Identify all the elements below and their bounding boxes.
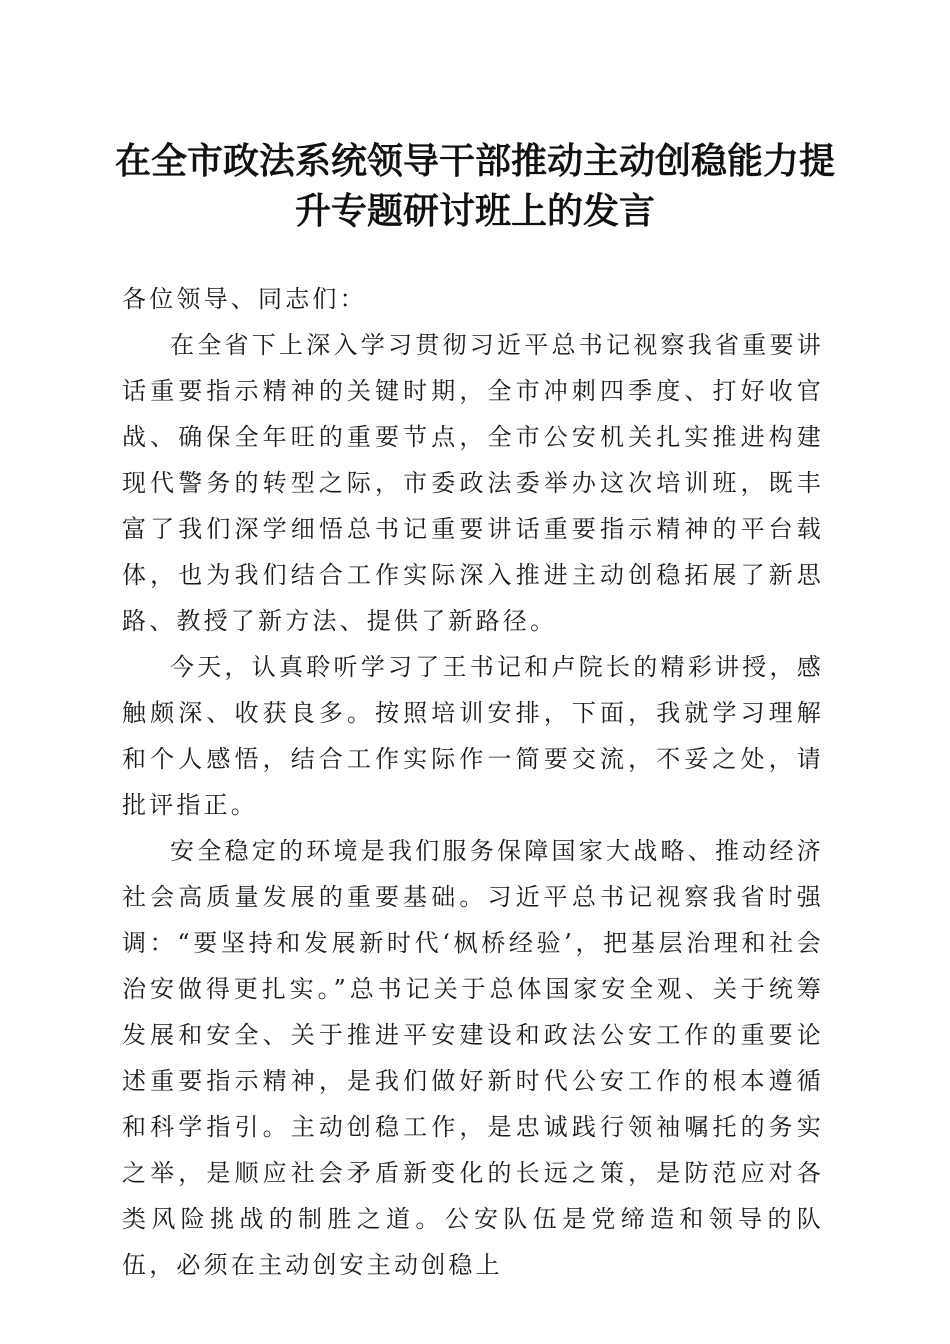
paragraph-1: 在全省下上深入学习贯彻习近平总书记视察我省重要讲话重要指示精神的关键时期，全市冲刺四季度、打好收官战、确保全年旺的重要节点，全市公安机关扎实推进构建现代警务的转型之际，市委政法委举办这次培训班，既丰富了我们深学细悟总书记重要讲话重要指示精神的平台载体，也为我们结合工作实际深入推进主动创稳拓展了新思路、教授了新方法、提供了新路径。	[122, 331, 824, 635]
document-body	[122, 276, 824, 1288]
paragraph-3: 安全稳定的环境是我们服务保障国家大战略、推动经济社会高质量发展的重要基础。习近平总书记视察我省时强调：“要坚持和发展新时代‘枫桥经验’，把基层治理和社会治安做得更扎实。”总书记关于总体国家安全观、关于统筹发展和安全、关于推进平安建设和政法公安工作的重要论述重要指示精神，是我们做好新时代公安工作的根本遵循和科学指引。主动创稳工作，是忠诚践行领袖嘱托的务实之举，是顺应社会矛盾新变化的长远之策，是防范应对各类风险挑战的制胜之道。公安队伍是党缔造和领导的队伍，必须在主动创安主动创稳上	[122, 837, 824, 1279]
salutation: 各位领导、同志们：	[122, 285, 367, 313]
title-line-1: 在全市政法系统领导干部推动主动创稳能力提	[114, 140, 835, 182]
paragraph-2: 今天，认真聆听学习了王书记和卢院长的精彩讲授，感触颇深、收获良多。按照培训安排，下面，我就学习理解和个人感悟，结合工作实际作一简要交流，不妥之处，请批评指正。	[122, 653, 824, 819]
title-line-2: 升专题研讨班上的发言	[294, 190, 655, 232]
document-title	[100, 136, 850, 236]
